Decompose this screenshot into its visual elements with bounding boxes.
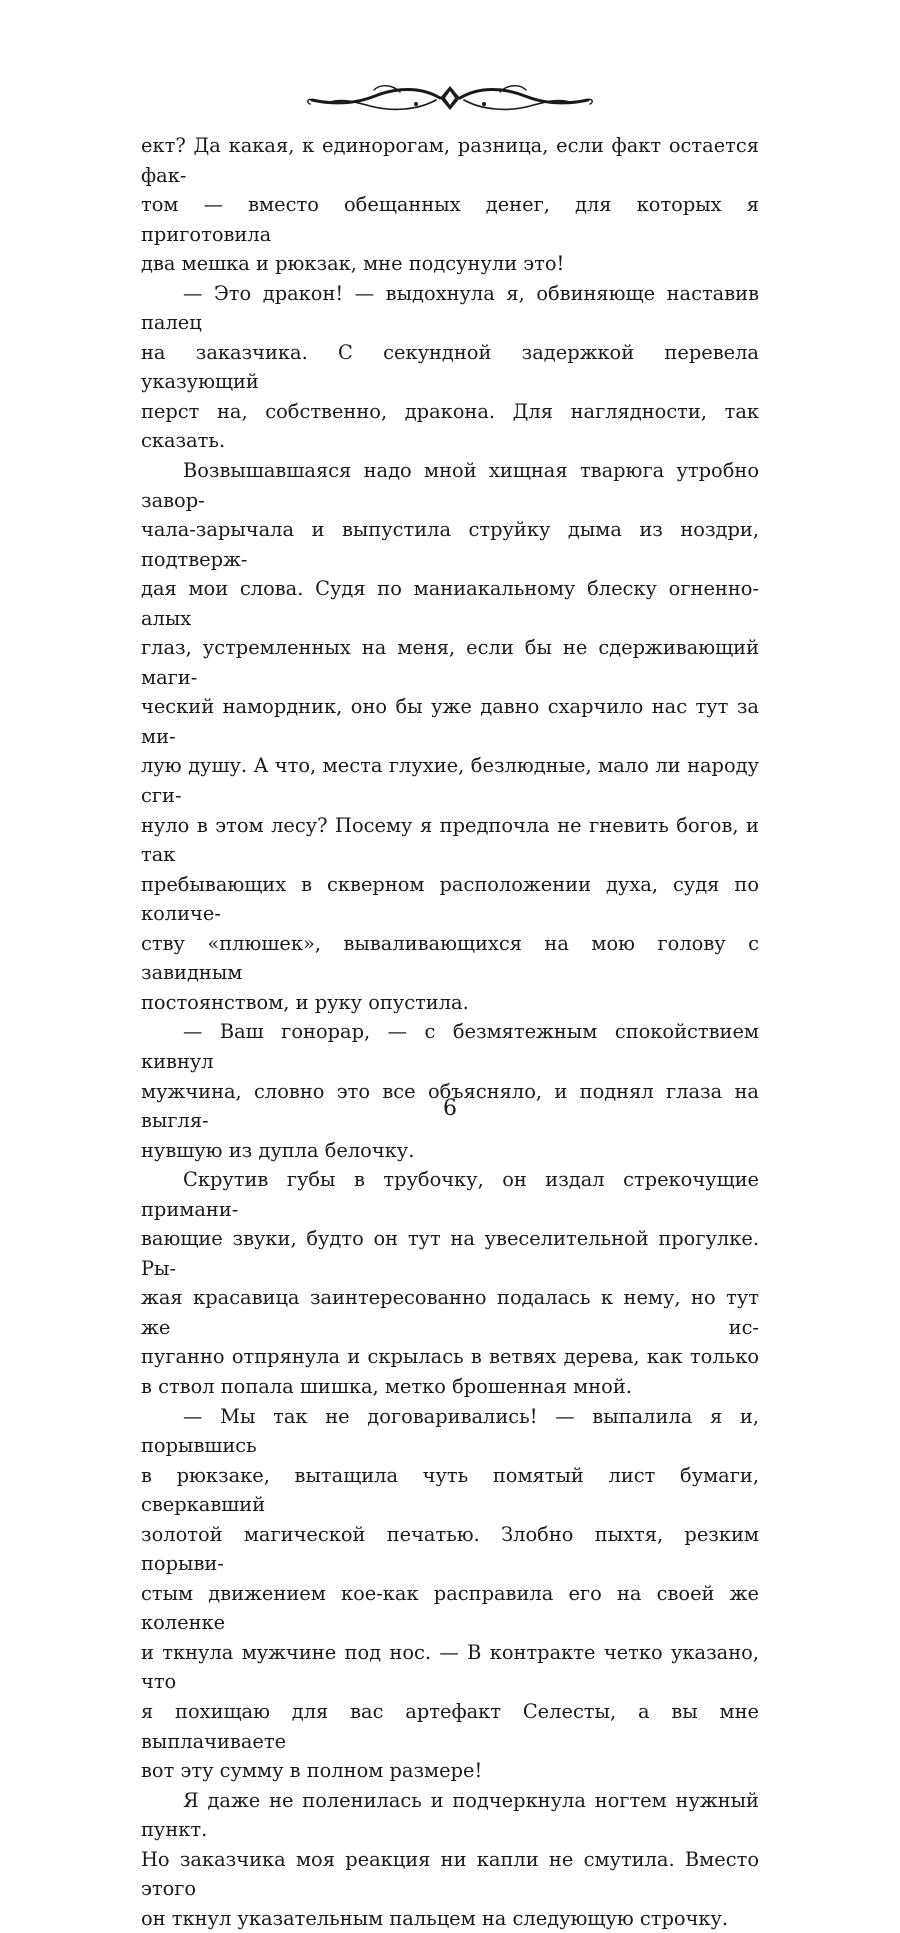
text-line: он ткнул указательным пальцем на следующую строчку. xyxy=(141,1906,729,1930)
text-line: ект? Да какая, к единорогам, разница, если факт остается фак- xyxy=(141,134,759,187)
text-line: и ткнула мужчине под нос. — В контракте четко указано, что xyxy=(141,1640,759,1694)
flourish-divider-icon xyxy=(300,76,600,126)
text-line: два мешка и рюкзак, мне подсунули это! xyxy=(141,252,565,276)
text-line: в ствол попала шишка, метко брошенная мной. xyxy=(141,1374,632,1398)
text-line: том — вместо обещанных денег, для которых я приготовила xyxy=(141,193,759,246)
text-line: Скрутив губы в трубочку, он издал стрекочущие примани- xyxy=(141,1168,759,1221)
text-line: Возвышавшаяся надо мной хищная тварюга утробно завор- xyxy=(141,459,759,512)
text-line: мужчина, словно это все объясняло, и поднял глаза на выгля- xyxy=(141,1079,759,1133)
text-line: — Ваш гонорар, — с безмятежным спокойствием кивнул xyxy=(141,1020,759,1073)
text-line: ству «плюшек», вываливающихся на мою голову с завидным xyxy=(141,931,759,985)
text-line: нувшую из дупла белочку. xyxy=(141,1138,415,1162)
text-line: глаз, устремленных на меня, если бы не сдерживающий маги- xyxy=(141,636,759,689)
text-line: в рюкзаке, вытащила чуть помятый лист бумаги, сверкавший xyxy=(141,1463,759,1517)
text-line: — Мы так не договаривались! — выпалила я и, порывшись xyxy=(141,1404,759,1458)
text-line: стым движением кое-как расправила его на своей же коленке xyxy=(141,1581,759,1635)
text-line: вающие звуки, будто он тут на увеселительной прогулке. Ры- xyxy=(141,1227,759,1280)
text-line: нуло в этом лесу? Посему я предпочла не гневить богов, и так xyxy=(141,813,759,867)
text-line: чала-зарычала и выпустила струйку дыма из ноздри, подтверж- xyxy=(141,518,759,571)
text-line: Но заказчика моя реакция ни капли не смутила. Вместо этого xyxy=(141,1847,759,1901)
text-line: жая красавица заинтересованно подалась к нему, но тут же ис- xyxy=(141,1286,759,1339)
text-line: Я даже не поленилась и подчеркнула ногтем нужный пункт. xyxy=(141,1788,759,1842)
text-line: дая мои слова. Судя по маниакальному блеску огненно-алых xyxy=(141,577,759,630)
text-line: пуганно отпрянула и скрылась в ветвях дерева, как только xyxy=(141,1345,759,1369)
text-line: перст на, собственно, дракона. Для наглядности, так сказать. xyxy=(141,399,759,453)
text-line: я похищаю для вас артефакт Селесты, а вы мне выплачиваете xyxy=(141,1699,759,1753)
text-line: вот эту сумму в полном размере! xyxy=(141,1759,483,1783)
text-line: ческий намордник, оно бы уже давно схарчило нас тут за ми- xyxy=(141,695,759,748)
text-line: на заказчика. С секундной задержкой перевела указующий xyxy=(141,340,759,394)
text-line: лую душу. А что, места глухие, безлюдные, мало ли народу сги- xyxy=(141,754,759,808)
text-line: — Это дракон! — выдохнула я, обвиняюще наставив палец xyxy=(141,281,759,335)
text-line: золотой магической печатью. Злобно пыхтя, резким порыви- xyxy=(141,1522,759,1576)
text-line: пребывающих в скверном расположении духа, судя по количе- xyxy=(141,872,759,926)
text-line: постоянством, и руку опустила. xyxy=(141,990,469,1014)
body-text xyxy=(141,131,759,1933)
page-number: 6 xyxy=(443,1096,457,1121)
